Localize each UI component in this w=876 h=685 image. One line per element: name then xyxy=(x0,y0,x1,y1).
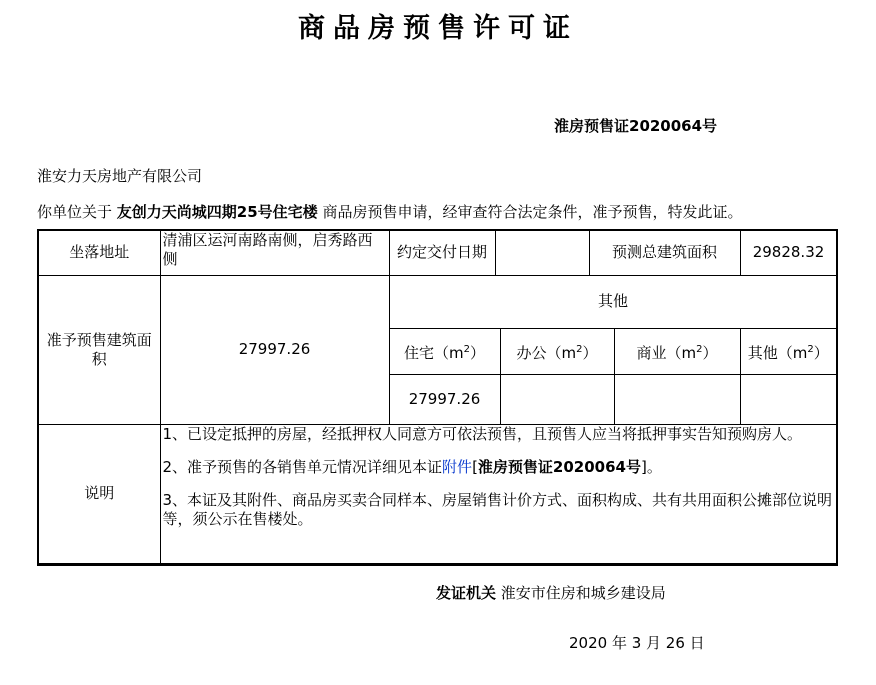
residential-header: 住宅$(m^2)$ xyxy=(389,328,500,374)
attachment-link[interactable]: 附件 xyxy=(442,457,473,476)
certificate-table xyxy=(37,229,838,566)
company-name: 淮安力天房地产有限公司 xyxy=(37,167,203,185)
total-area-label: 预测总建筑面积 xyxy=(589,230,740,275)
note-2-cert-number: 淮房预售证2020064号 xyxy=(477,457,641,476)
intro-suffix: 商品房预售申请，经审查符合法定条件，准予预售，特发此证。 xyxy=(322,203,743,221)
commercial-header: 商业$(m^2)$ xyxy=(614,328,740,374)
page-title: 商品房预售许可证 xyxy=(298,13,578,44)
issue-date: 2020 年 3 月 26 日 xyxy=(569,634,705,652)
office-header: 办公$(m^2)$ xyxy=(500,328,614,374)
total-area-value: 29828.32 xyxy=(740,230,837,275)
delivery-date-label: 约定交付日期 xyxy=(389,230,495,275)
note-1: 1、已设定抵押的房屋，经抵押权人同意方可依法预售，且预售人应当将抵押事实告知预购房人。 xyxy=(162,424,803,443)
other-category-header: 其他$(m^2)$ xyxy=(740,328,837,374)
office-value xyxy=(500,374,614,424)
intro-prefix: 你单位关于 xyxy=(37,203,113,221)
commercial-value xyxy=(614,374,740,424)
project-name: 友创力天尚城四期25号住宅楼 xyxy=(116,203,318,221)
presale-area-label: 准予预售建筑面积 xyxy=(38,275,160,424)
note-3: 3、本证及其附件、商品房买卖合同样本、房屋销售计价方式、面积构成、共有共用面积公摊部位说明等，须公示在售楼处。 xyxy=(162,490,833,528)
issuer-label: 发证机关 xyxy=(436,584,497,602)
intro-sentence xyxy=(37,201,742,222)
notes-label: 说明 xyxy=(38,424,160,564)
residential-value: 27997.26 xyxy=(389,374,500,424)
location-label: 坐落地址 xyxy=(38,230,160,275)
presale-area-value: 27997.26 xyxy=(160,275,389,424)
delivery-date-value xyxy=(495,230,589,275)
issuer-value: 淮安市住房和城乡建设局 xyxy=(500,584,666,602)
certificate-number: 淮房预售证2020064号 xyxy=(554,117,718,135)
location-value: 清浦区运河南路南侧，启秀路西侧 xyxy=(160,230,389,275)
other-category-value xyxy=(740,374,837,424)
other-header: 其他 xyxy=(389,275,837,328)
notes-content xyxy=(160,424,837,564)
note-2: 2、准予预售的各销售单元情况详细见本证附件[淮房预售证2020064号]。 xyxy=(162,457,662,476)
issuing-authority xyxy=(436,582,666,603)
